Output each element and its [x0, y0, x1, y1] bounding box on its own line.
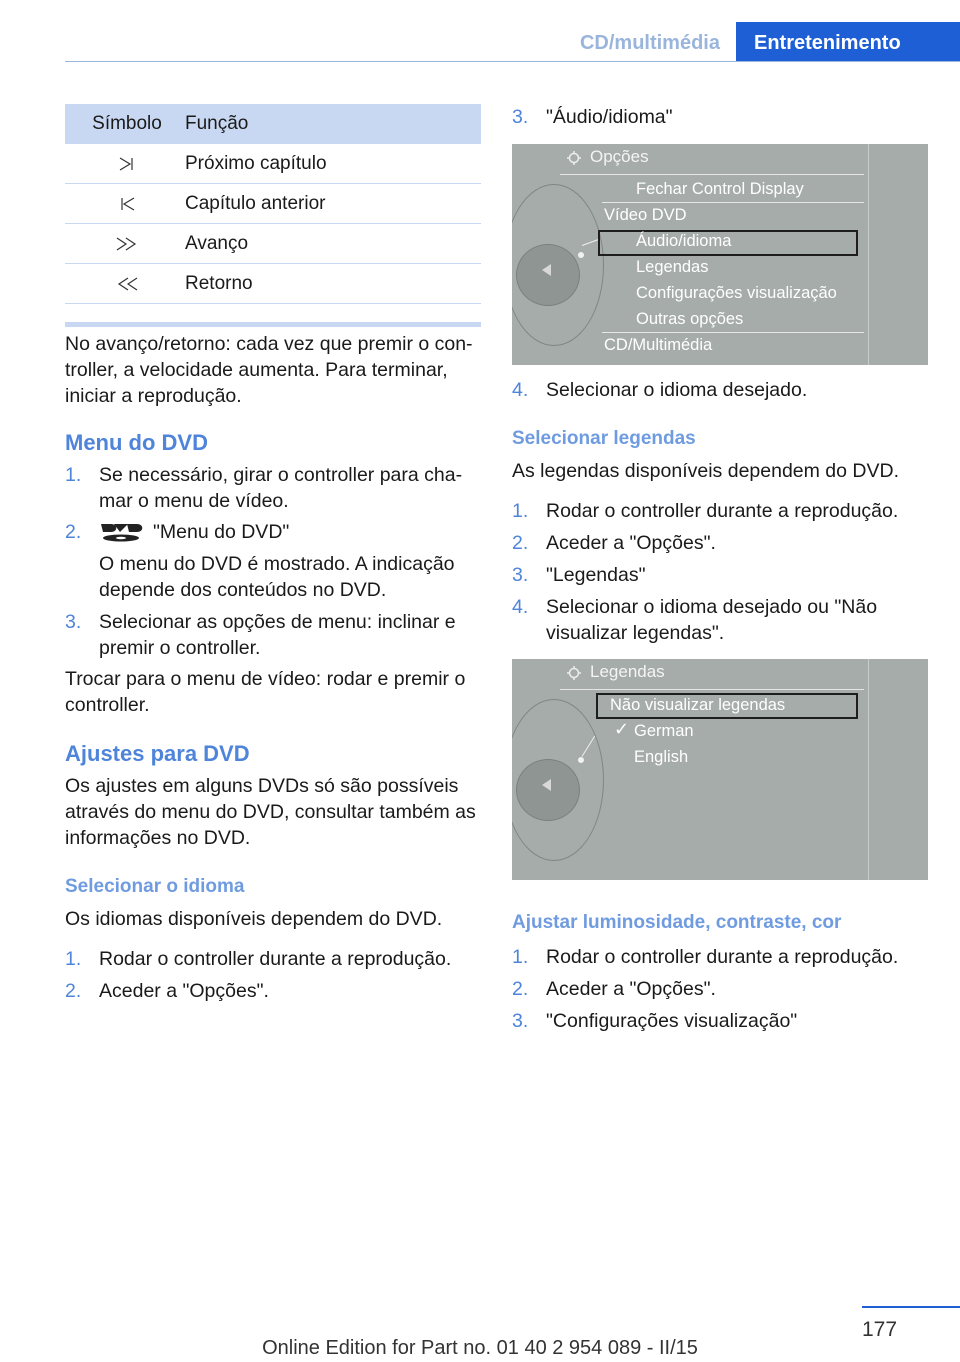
table-row [65, 184, 481, 224]
row-label: Capítulo anterior [185, 192, 326, 214]
menu-item-selected: Áudio/idioma [636, 232, 732, 250]
idioma-text: Os idiomas disponíveis dependem do DVD. [65, 908, 443, 930]
header-function: Função [185, 113, 249, 134]
heading-menu-dvd: Menu do DVD [65, 430, 208, 455]
row-label: Avanço [185, 232, 249, 254]
page-number: 177 [862, 1318, 898, 1341]
legendas-text: As legendas disponíveis dependem do DVD. [512, 460, 899, 482]
pointer-dot [578, 252, 584, 258]
previous-chapter-icon [117, 196, 137, 212]
footer-rule [862, 1306, 960, 1308]
screen-title: Legendas [590, 662, 665, 681]
row-label: Retorno [185, 272, 253, 294]
edition-line: Online Edition for Part no. 01 40 2 954 089 - II/15 [262, 1337, 698, 1359]
menu-item: Fechar Control Display [636, 180, 804, 198]
heading-selecionar-legendas: Selecionar legendas [512, 428, 696, 449]
symbol-table [65, 104, 481, 327]
pointer-dot [578, 757, 584, 763]
menu-item: Outras opções [636, 310, 744, 328]
table-row [65, 264, 481, 304]
row-label: Próximo capítulo [185, 152, 327, 174]
header-rule [65, 61, 960, 62]
header-symbol: Símbolo [92, 113, 162, 134]
table-row [65, 144, 481, 184]
options-gear-icon [564, 150, 584, 166]
menu-item: English [634, 748, 689, 766]
screen-title: Opções [590, 147, 649, 166]
back-arrow-icon [542, 779, 551, 791]
heading-luminosidade: Ajustar luminosidade, contraste, cor [512, 912, 842, 933]
fast-forward-icon [115, 236, 139, 252]
menu-item: CD/Multimédia [604, 336, 713, 354]
options-gear-icon [564, 665, 584, 681]
checkmark-icon: ✓ [614, 719, 630, 739]
ajustes-text: Os ajustes em alguns DVDs só são possíveis através do menu do DVD, consultar também as informações no DVD. [65, 775, 476, 849]
table-row [65, 224, 481, 264]
idrive-screen-options [512, 144, 928, 365]
menu-item: Legendas [636, 258, 709, 276]
heading-ajustes-dvd: Ajustes para DVD [65, 741, 250, 766]
header-section: CD/multimédia [579, 32, 720, 54]
menu-item: Configurações visualização [636, 284, 837, 302]
menu-item: Vídeo DVD [604, 206, 687, 224]
dvd-logo-icon [99, 521, 143, 543]
idrive-screen-subtitles [512, 659, 928, 880]
menu-dvd-after: Trocar para o menu de vídeo: rodar e premir o controller. [65, 668, 466, 716]
menu-item: German [634, 722, 694, 740]
next-chapter-icon [117, 156, 137, 172]
heading-selecionar-idioma: Selecionar o idioma [65, 876, 245, 897]
table-header [65, 104, 481, 144]
back-arrow-icon [542, 264, 551, 276]
table-end-rule [65, 322, 481, 327]
menu-item-selected: Não visualizar legendas [610, 696, 786, 714]
rewind-icon [115, 276, 139, 292]
intro-text: No avanço/retorno: cada vez que premir o con- troller, a velocidade aumenta. Para terminar, iniciar a reprodução. [65, 333, 473, 407]
header-chapter-tab: Entretenimento [736, 22, 960, 62]
